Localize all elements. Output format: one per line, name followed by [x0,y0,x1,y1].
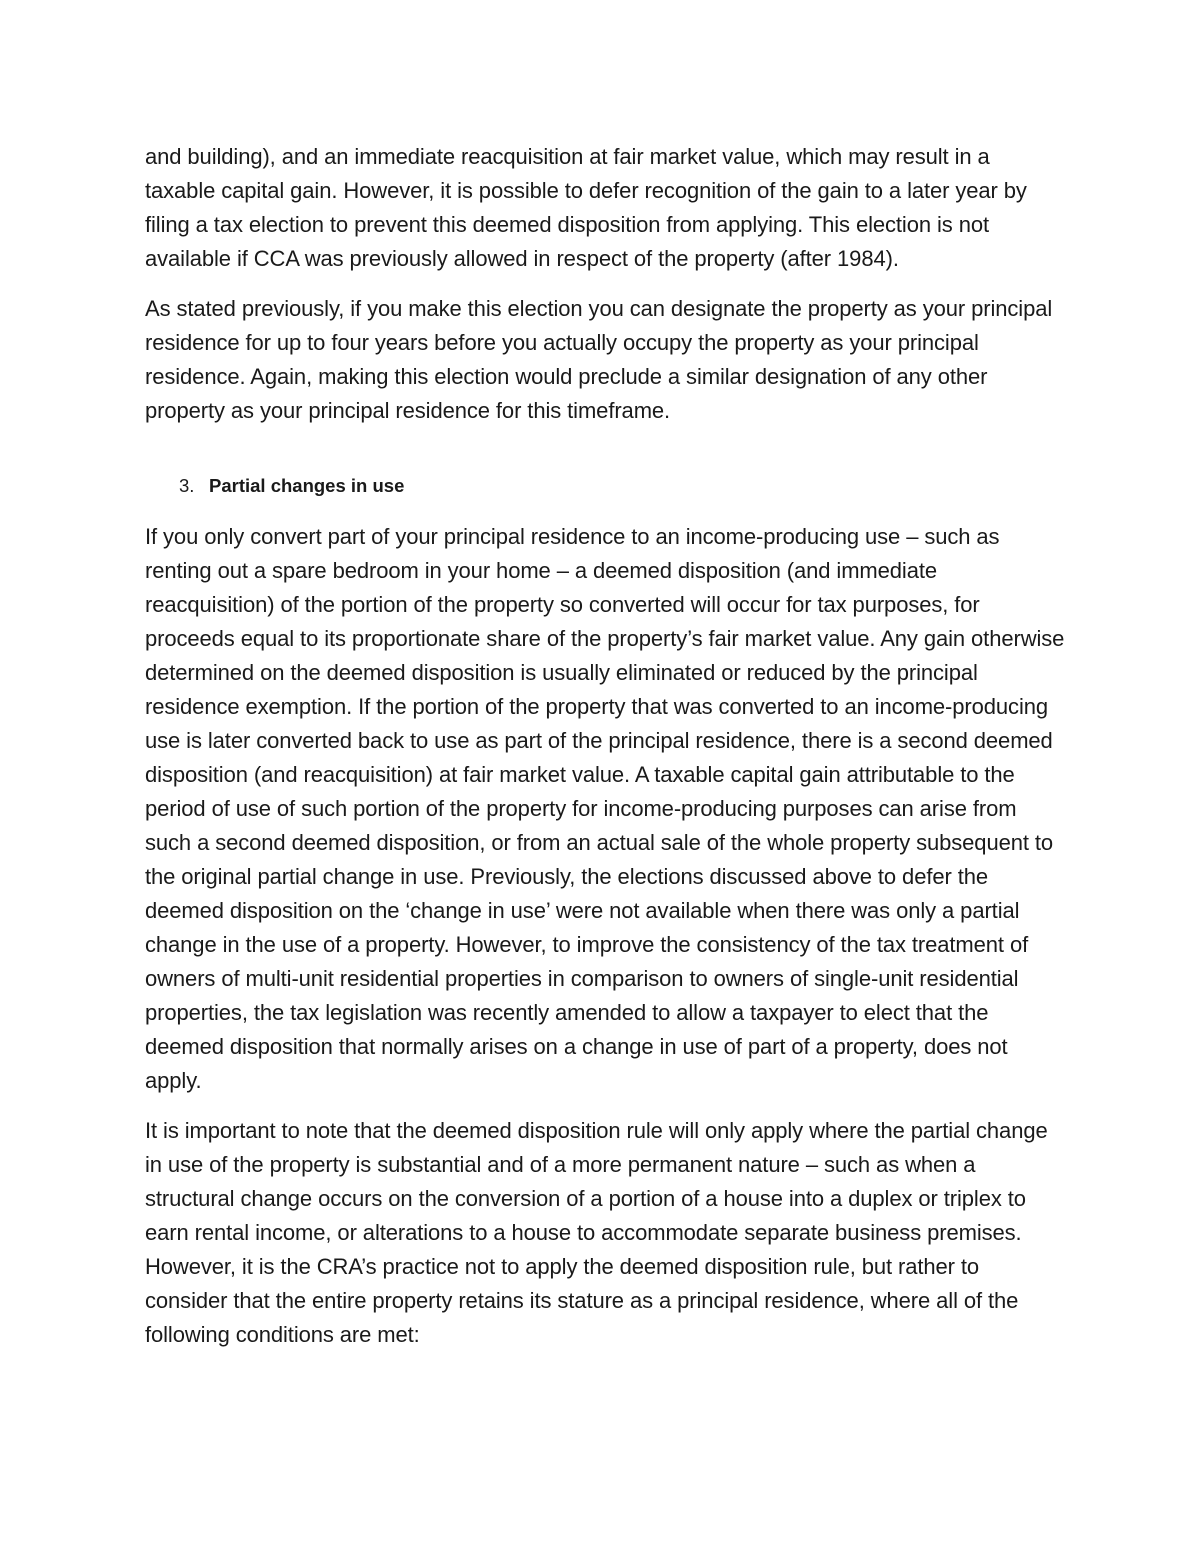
paragraph-partial-change-in-use: If you only convert part of your principal residence to an income-producing use – such as renting out a spare bedroom in your home – a deemed disposition (and immediate reacquisition) of the portion of the property so converted will occur for tax purposes, for proceeds equal to its proportionate share of the property’s fair market value. Any gain otherwise determined on the deemed disposition is usually eliminated or reduced by the principal residence exemption. If the portion of the property that was converted to an income-producing use is later converted back to use as part of the principal residence, there is a second deemed disposition (and reacquisition) at fair market value. A taxable capital gain attributable to the period of use of such portion of the property for income-producing purposes can arise from such a second deemed disposition, or from an actual sale of the whole property subsequent to the original partial change in use. Previously, the elections discussed above to defer the deemed disposition on the ‘change in use’ were not available when there was only a partial change in the use of a property. However, to improve the consistency of the tax treatment of owners of multi-unit residential properties in comparison to owners of single-unit residential properties, the tax legislation was recently amended to allow a taxpayer to elect that the deemed disposition that normally arises on a change in use of part of a property, does not apply. [145,524,1065,1093]
paragraph-cra-practice-conditions: It is important to note that the deemed disposition rule will only apply where the partial change in use of the property is substantial and of a more permanent nature – such as when a structural change occurs on the conversion of a portion of a house into a duplex or triplex to earn rental income, or alterations to a house to accommodate separate business premises. However, it is the CRA’s practice not to apply the deemed disposition rule, but rather to consider that the entire property retains its stature as a principal residence, where all of the following conditions are met: [145,1118,1048,1347]
section-heading [145,472,1065,500]
document-page [145,140,1065,1368]
section-number: 3. [179,475,195,496]
paragraph-deemed-disposition-election: and building), and an immediate reacquisition at fair market value, which may result in a taxable capital gain. However, it is possible to defer recognition of the gain to a later year by filing a tax election to prevent this deemed disposition from applying. This election is not available if CCA was previously allowed in respect of the property (after 1984). [145,144,1027,271]
paragraph-designation-before-occupancy: As stated previously, if you make this election you can designate the property as your principal residence for up to four years before you actually occupy the property as your principal residence. Again, making this election would preclude a similar designation of any other property as your principal residence for this timeframe. [145,296,1053,423]
section-title: Partial changes in use [209,475,405,496]
